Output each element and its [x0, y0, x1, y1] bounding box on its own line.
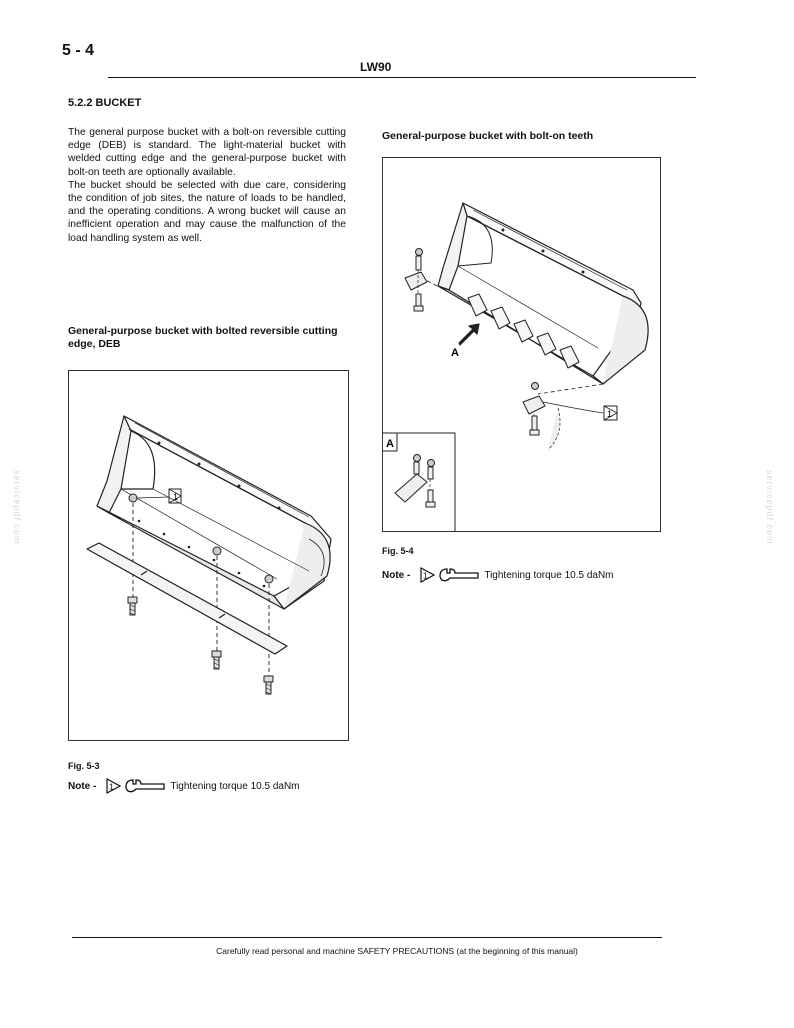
paragraph-2: The bucket should be selected with due care, considering the condition of job sites, the nature of loads to be handled, and the operating conditions. A wrong bucket will cause an inefficient operation and may cause the malfunction of the load handling system as well. [68, 179, 346, 244]
arrow-label-a: A [451, 347, 459, 359]
figure-frame-left [68, 370, 349, 741]
watermark-left: servicepdf.com [12, 470, 22, 545]
paragraph-1: The general purpose bucket with a bolt-on reversible cutting edge (DEB) is standard. The light-material bucket with welded cutting edge and the general-purpose bucket with bolt-on teeth are optionally available. [68, 127, 346, 178]
page-number: 5 - 4 [62, 42, 95, 59]
figure-frame-right [382, 157, 661, 532]
watermark-right: servicepdf.com [765, 470, 775, 545]
wrench-icon [106, 777, 166, 795]
bucket-teeth-illustration [383, 158, 660, 531]
callout-label-left: 1 [173, 492, 179, 502]
note-right [382, 566, 614, 584]
detail-label-a: A [386, 438, 394, 450]
header-rule [108, 77, 696, 78]
note-ref-right: 1 [423, 571, 428, 581]
figure-caption-left: General-purpose bucket with bolted reversible cutting edge, DEB [68, 325, 338, 350]
model-title: LW90 [360, 60, 392, 74]
footer-rule [72, 937, 662, 938]
note-text-left: Tightening torque 10.5 daNm [170, 780, 300, 792]
note-label-right: Note - [382, 569, 411, 581]
note-text-right: Tightening torque 10.5 daNm [484, 569, 614, 581]
wrench-icon [420, 566, 480, 584]
note-label-left: Note - [68, 780, 97, 792]
callout-label-right: 1 [607, 409, 613, 419]
bucket-deb-illustration [69, 371, 348, 740]
figure-label-right: Fig. 5-4 [382, 546, 414, 556]
figure-label-left: Fig. 5-3 [68, 761, 100, 771]
note-ref-left: 1 [109, 782, 114, 792]
section-heading: 5.2.2 BUCKET [68, 97, 142, 109]
figure-caption-right: General-purpose bucket with bolt-on teeth [382, 130, 594, 142]
footer-text: Carefully read personal and machine SAFETY PRECAUTIONS (at the beginning of this manual) [216, 946, 578, 956]
body-text [68, 126, 346, 245]
note-left [68, 777, 300, 795]
